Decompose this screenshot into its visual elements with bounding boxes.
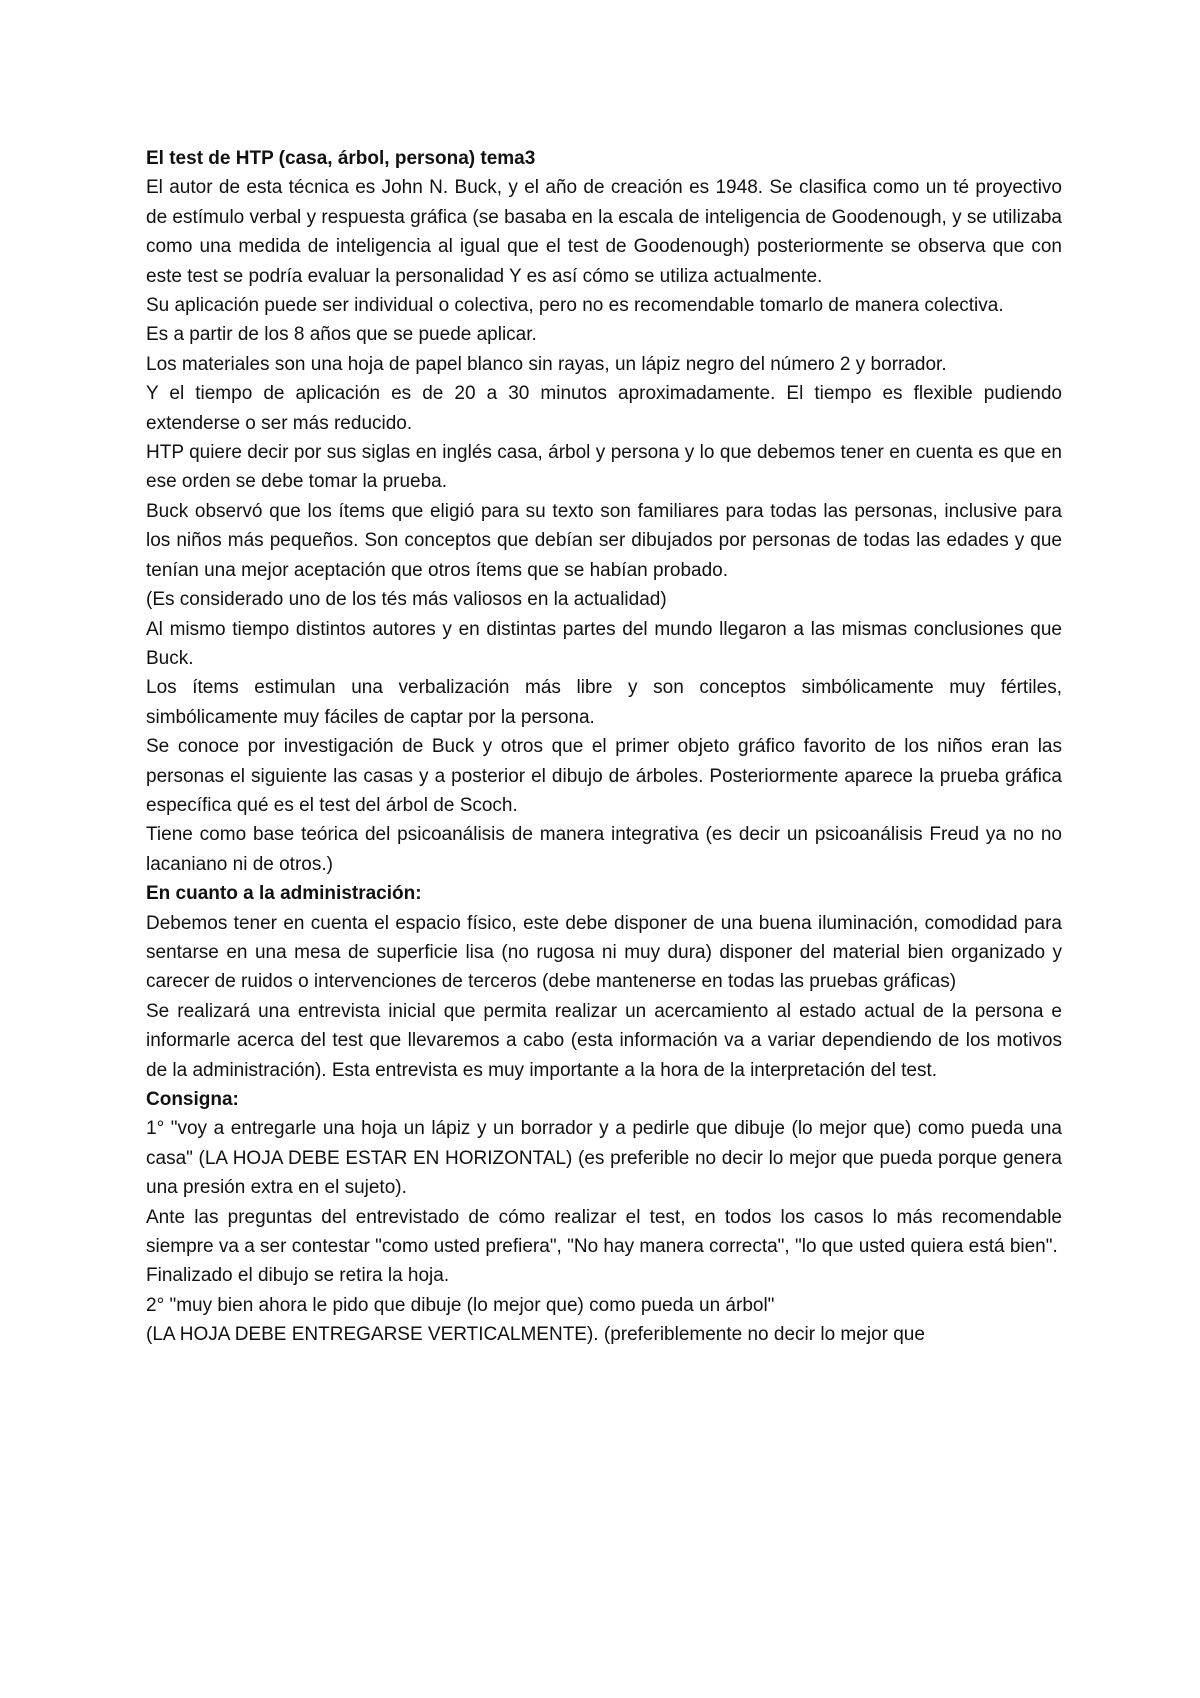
paragraph-space: Debemos tener en cuenta el espacio físico, este debe disponer de una buena iluminación, comodidad para sentarse en una mesa de superficie lisa (no rugosa ni muy dura) disponer del material bien organizado y carecer de ruidos o intervenciones de terceros (debe mantenerse en todas las pruebas gráficas) xyxy=(146,912,1062,993)
paragraph-application: Su aplicación puede ser individual o colectiva, pero no es recomendable tomarlo de manera colectiva. xyxy=(146,295,1004,317)
paragraph-research: Se conoce por investigación de Buck y otros que el primer objeto gráfico favorito de los niños eran las personas el siguiente las casas y a posterior el dibujo de árboles. Posteriormente aparece la prueba gráfica específica qué es el test del árbol de Scoch. xyxy=(146,736,1062,816)
heading-administration: En cuanto a la administración: xyxy=(146,883,422,905)
paragraph-time: Y el tiempo de aplicación es de 20 a 30 minutos aproximadamente. El tiempo es flexible pudiendo extenderse o ser más reducido. xyxy=(146,383,1062,434)
paragraph-interview: Se realizará una entrevista inicial que permita realizar un acercamiento al estado actual de la persona e informarle acerca del test que llevaremos a cabo (esta información va a variar dependiendo de los motivos de la administración). Esta entrevista es muy importante a la hora de la interpretación del test. xyxy=(146,1000,1062,1081)
heading-instructions: Consigna: xyxy=(146,1089,239,1110)
paragraph-author: El autor de esta técnica es John N. Buck, y el año de creación es 1948. Se clasifica como un té proyectivo de estímulo verbal y respuesta gráfica (se basaba en la escala de inteligencia de Goodenough, y se utilizaba como una medida de inteligencia al igual que el test de Goodenough) posteriormente se observa que con este test se podría evaluar la personalidad Y es así cómo se utiliza actualmente. xyxy=(146,177,1062,287)
paragraph-questions: Ante las preguntas del entrevistado de cómo realizar el test, en todos los casos lo más recomendable siempre va a ser contestar "como usted prefiera", "No hay manera correcta", "lo que usted quiera está bien". xyxy=(146,1206,1062,1258)
paragraph-verbalization: Los ítems estimulan una verbalización más libre y son conceptos simbólicamente muy fértiles, simbólicamente muy fáciles de captar por la persona. xyxy=(146,677,1062,728)
paragraph-valuable: (Es considerado uno de los tés más valiosos en la actualidad) xyxy=(146,589,667,611)
paragraph-step-2: 2° "muy bien ahora le pido que dibuje (lo mejor que) como pueda un árbol" xyxy=(146,1294,775,1316)
paragraph-acronym: HTP quiere decir por sus siglas en inglés casa, árbol y persona y lo que debemos tener en cuenta es que en ese orden se debe tomar la prueba. xyxy=(146,442,1062,493)
paragraph-finish: Finalizado el dibujo se retira la hoja. xyxy=(146,1265,450,1287)
paragraph-materials: Los materiales son una hoja de papel blanco sin rayas, un lápiz negro del número 2 y borrador. xyxy=(146,353,947,375)
paragraph-items: Buck observó que los ítems que eligió para su texto son familiares para todas las personas, inclusive para los niños más pequeños. Son conceptos que debían ser dibujados por personas de todas las edades y que tenían una mejor aceptación que otros ítems que se habían probado. xyxy=(146,500,1062,581)
document-page xyxy=(146,144,1062,1350)
paragraph-vertical: (LA HOJA DEBE ENTREGARSE VERTICALMENTE). (preferiblemente no decir lo mejor que xyxy=(146,1324,925,1346)
paragraph-authors: Al mismo tiempo distintos autores y en distintas partes del mundo llegaron a las mismas conclusiones que Buck. xyxy=(146,618,1062,669)
paragraph-theory: Tiene como base teórica del psicoanálisis de manera integrativa (es decir un psicoanálisis Freud ya no no lacaniano ni de otros.) xyxy=(146,824,1062,875)
paragraph-age: Es a partir de los 8 años que se puede aplicar. xyxy=(146,324,537,346)
paragraph-step-1: 1° "voy a entregarle una hoja un lápiz y un borrador y a pedirle que dibuje (lo mejor que) como pueda una casa" (LA HOJA DEBE ESTAR EN HORIZONTAL) (es preferible no decir lo mejor que pueda porque genera una presión extra en el sujeto). xyxy=(146,1118,1062,1199)
document-title: El test de HTP (casa, árbol, persona) tema3 xyxy=(146,148,536,169)
